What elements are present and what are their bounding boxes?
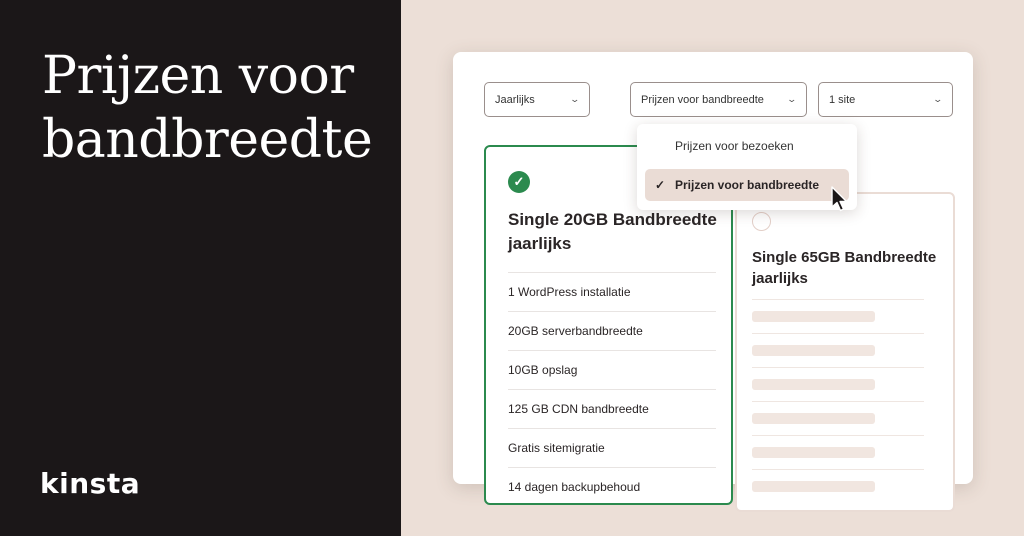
menu-item-bandwidth-pricing[interactable] [645, 169, 849, 201]
skeleton-bar [752, 379, 875, 390]
list-item: 14 dagen backupbehoud [508, 467, 716, 506]
skeleton-bar [752, 311, 875, 322]
plan-title: Single 20GB Bandbreedte jaarlijks [508, 210, 717, 253]
menu-item-label: Prijzen voor bandbreedte [675, 178, 820, 192]
list-item [752, 469, 924, 503]
pointer-cursor-icon [830, 186, 848, 212]
skeleton-bar [752, 481, 875, 492]
title-line-2: bandbreedte [42, 110, 373, 170]
pricing-window [453, 52, 973, 494]
list-item: Gratis sitemigratie [508, 428, 716, 467]
list-item [752, 333, 924, 367]
list-item: 20GB serverbandbreedte [508, 311, 716, 350]
plan-title: Single 65GB Bandbreedte jaarlijks [752, 249, 937, 287]
skeleton-bar [752, 447, 875, 458]
chevron-down-icon: ⌄ [932, 94, 944, 104]
sites-count-select[interactable] [818, 82, 953, 117]
chevron-down-icon: ⌄ [569, 94, 581, 104]
hero-panel [0, 0, 401, 536]
pricing-model-menu [637, 124, 857, 210]
list-item: 10GB opslag [508, 350, 716, 389]
billing-period-select[interactable] [484, 82, 590, 117]
title-line-1: Prijzen voor [42, 46, 354, 106]
check-icon: ✓ [655, 178, 666, 192]
plan-features [508, 272, 716, 506]
plan-card-65gb[interactable] [735, 192, 955, 512]
plan-radio-unselected[interactable] [752, 212, 771, 231]
skeleton-bar [752, 413, 875, 424]
list-item: 125 GB CDN bandbreedte [508, 389, 716, 428]
list-item [752, 299, 924, 333]
list-item [752, 435, 924, 469]
plan-features-placeholder [752, 299, 924, 503]
billing-period-value: Jaarlijks [495, 93, 535, 106]
menu-item-visits-pricing[interactable]: Prijzen voor bezoeken [675, 139, 794, 153]
check-icon[interactable]: ✓ [508, 171, 530, 193]
sites-count-value: 1 site [829, 93, 856, 106]
page-title [42, 44, 372, 172]
brand-logo: kinsta [40, 467, 141, 500]
chevron-down-icon: ⌄ [786, 94, 798, 104]
pricing-model-value: Prijzen voor bandbreedte [641, 93, 764, 106]
list-item [752, 401, 924, 435]
skeleton-bar [752, 345, 875, 356]
list-item: 1 WordPress installatie [508, 272, 716, 311]
list-item [752, 367, 924, 401]
pricing-model-select[interactable] [630, 82, 807, 117]
